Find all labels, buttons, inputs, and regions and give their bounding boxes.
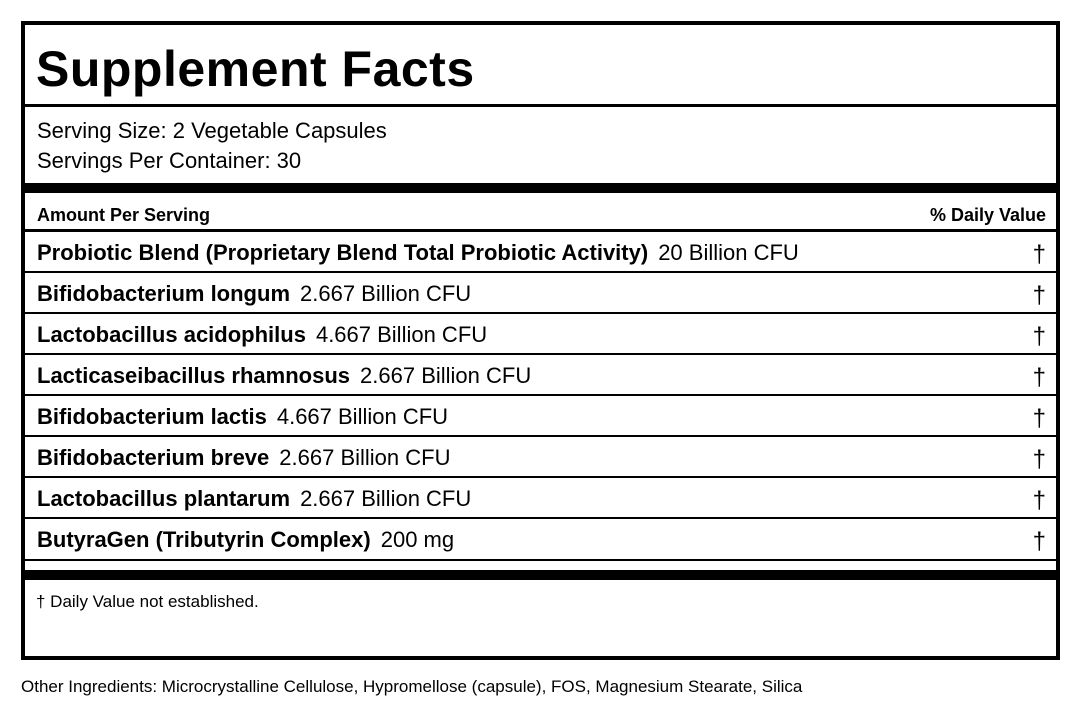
ingredient-name: Probiotic Blend (Proprietary Blend Total Probiotic Activity) xyxy=(37,240,649,265)
ingredient-dv: † xyxy=(1032,528,1046,555)
ingredient-dv: † xyxy=(1032,364,1046,391)
ingredient-row xyxy=(25,232,1056,273)
ingredient-amount: 2.667 Billion CFU xyxy=(360,363,532,388)
row-divider xyxy=(25,559,1056,561)
ingredient-row xyxy=(25,519,1056,560)
ingredient-row xyxy=(25,355,1056,396)
ingredient-name: Bifidobacterium longum xyxy=(37,281,290,306)
daily-value-header: % Daily Value xyxy=(929,205,1046,225)
ingredient-row xyxy=(25,314,1056,355)
ingredient-amount: 4.667 Billion CFU xyxy=(276,404,449,429)
ingredient-dv: † xyxy=(1032,405,1046,432)
ingredient-name: Lactobacillus plantarum xyxy=(37,486,291,511)
ingredient-amount: 4.667 Billion CFU xyxy=(315,322,488,347)
ingredient-dv: † xyxy=(1032,241,1046,268)
ingredient-amount: 2.667 Billion CFU xyxy=(300,486,472,511)
serving-size: Serving Size: 2 Vegetable Capsules xyxy=(37,118,387,143)
ingredient-name: Lactobacillus acidophilus xyxy=(37,322,306,347)
ingredient-row xyxy=(25,478,1056,519)
ingredient-dv: † xyxy=(1032,323,1046,350)
ingredient-row xyxy=(25,437,1056,478)
servings-per-container: Servings Per Container: 30 xyxy=(37,148,302,173)
ingredient-row xyxy=(25,273,1056,314)
panel-title: Supplement Facts xyxy=(36,41,475,97)
ingredient-dv: † xyxy=(1032,282,1046,309)
amount-per-serving-header: Amount Per Serving xyxy=(37,205,211,225)
other-ingredients: Other Ingredients: Microcrystalline Cellulose, Hypromellose (capsule), FOS, Magnesium Stearate, Silica xyxy=(21,677,803,696)
ingredient-row xyxy=(25,396,1056,437)
ingredient-name: ButyraGen (Tributyrin Complex) xyxy=(37,527,371,552)
supplement-facts-panel xyxy=(21,21,1060,660)
thick-divider-bottom xyxy=(25,570,1056,580)
ingredient-dv: † xyxy=(1032,487,1046,514)
daily-value-footnote: † Daily Value not established. xyxy=(36,592,259,611)
ingredient-dv: † xyxy=(1032,446,1046,473)
ingredient-name: Bifidobacterium breve xyxy=(37,445,270,470)
ingredient-name: Lacticaseibacillus rhamnosus xyxy=(37,363,351,388)
thick-divider-top xyxy=(25,183,1056,193)
ingredient-amount: 2.667 Billion CFU xyxy=(279,445,451,470)
ingredient-amount: 20 Billion CFU xyxy=(658,240,799,265)
ingredient-amount: 2.667 Billion CFU xyxy=(300,281,472,306)
ingredient-name: Bifidobacterium lactis xyxy=(37,404,267,429)
ingredient-amount: 200 mg xyxy=(380,527,455,552)
title-divider xyxy=(25,104,1056,107)
